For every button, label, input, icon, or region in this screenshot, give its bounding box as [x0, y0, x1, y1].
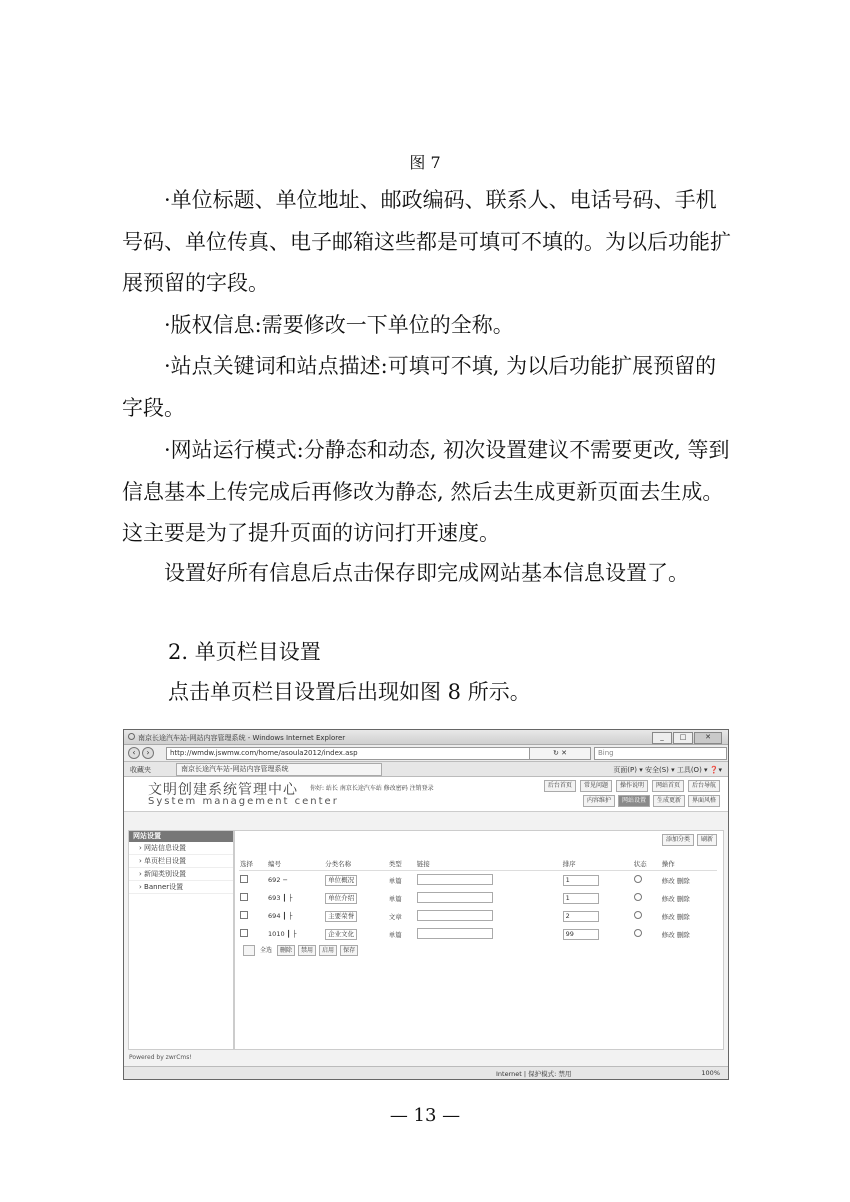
zoom-level[interactable]: 100% [701, 1069, 720, 1077]
col-ops: 操作 [661, 857, 717, 871]
row-checkbox[interactable] [240, 911, 248, 919]
top-btn-nav[interactable]: 后台导航 [688, 780, 720, 792]
col-type: 类型 [388, 857, 416, 871]
back-icon[interactable]: ‹ [128, 747, 140, 759]
refresh-stop-controls[interactable]: ↻ ✕ [529, 747, 591, 760]
col-name: 分类名称 [324, 857, 388, 871]
row-actions[interactable]: 修改 删除 [661, 930, 690, 939]
name-input[interactable]: 企业文化 [325, 929, 357, 940]
minimize-icon[interactable]: _ [652, 732, 672, 744]
figure-caption: 图 7 [409, 153, 441, 172]
row-checkbox[interactable] [240, 929, 248, 937]
category-table [239, 857, 717, 943]
status-icon[interactable] [634, 929, 642, 937]
delete-button[interactable]: 删除 [277, 945, 295, 956]
row-actions[interactable]: 修改 删除 [661, 876, 690, 885]
order-input[interactable]: 1 [563, 893, 599, 904]
table-row: 694 ┃ ├ 主要荣誉 文章 2 修改 删除 [239, 907, 717, 925]
app-brand: 文明创建系统管理中心 [148, 782, 298, 798]
link-input[interactable] [417, 910, 493, 921]
window-titlebar [124, 730, 728, 745]
save-button[interactable]: 保存 [340, 945, 358, 956]
sidebar [128, 830, 234, 1061]
paragraph-save: 设置好所有信息后点击保存即完成网站基本信息设置了。 [164, 561, 689, 585]
sidebar-item-site-info[interactable]: › 网站信息设置 [129, 842, 233, 855]
col-id: 编号 [267, 857, 324, 871]
panel-actions [662, 834, 717, 846]
row-checkbox[interactable] [240, 893, 248, 901]
top-btn-faq[interactable]: 常见问题 [580, 780, 612, 792]
name-input[interactable]: 单位概况 [325, 875, 357, 886]
table-header [239, 857, 717, 871]
table-row: 1010 ┃ ├ 企业文化 单篇 99 修改 删除 [239, 925, 717, 943]
col-link: 链接 [416, 857, 562, 871]
main-panel [234, 830, 724, 1050]
table-row: 693 ┃ ├ 单位介绍 单篇 1 修改 删除 [239, 889, 717, 907]
ie-icon [128, 733, 135, 740]
user-info: 你好: 站长 南京长途汽车站 修改密码 注销登录 [310, 785, 434, 792]
tab-style[interactable]: 界面风格 [688, 795, 720, 807]
col-order: 排序 [562, 857, 633, 871]
sidebar-header: 网站设置 [129, 831, 233, 842]
top-nav [544, 780, 720, 792]
order-input[interactable]: 99 [563, 929, 599, 940]
name-input[interactable]: 单位介绍 [325, 893, 357, 904]
row-checkbox[interactable] [240, 875, 248, 883]
top-btn-guide[interactable]: 操作说明 [616, 780, 648, 792]
top-btn-home[interactable]: 后台首页 [544, 780, 576, 792]
table-row: 692 − 单位概况 单篇 1 修改 删除 [239, 871, 717, 890]
window-title: 南京长途汽车站-网站内容管理系统 - Windows Internet Explorer [138, 734, 346, 742]
tab-generate[interactable]: 生成更新 [653, 795, 685, 807]
ie-toolbar[interactable]: 页面(P) ▾ 安全(S) ▾ 工具(O) ▾ ❓▾ [613, 766, 722, 774]
address-bar [124, 745, 728, 762]
app-header [124, 777, 728, 812]
paragraph-copyright: ·版权信息:需要修改一下单位的全称。 [164, 313, 514, 337]
figure-8-screenshot [123, 729, 729, 1080]
sub-nav [583, 795, 720, 807]
link-input[interactable] [417, 892, 493, 903]
favorites-bar [124, 762, 728, 777]
link-input[interactable] [417, 928, 493, 939]
link-input[interactable] [417, 874, 493, 885]
add-category-button[interactable]: 添加分类 [662, 834, 694, 846]
col-select: 选择 [239, 857, 267, 871]
status-icon[interactable] [634, 875, 642, 883]
order-input[interactable]: 1 [563, 875, 599, 886]
paragraph-unit-fields: ·单位标题、单位地址、邮政编码、联系人、电话号码、手机号码、单位传真、电子邮箱这些都是可填可不填的。为以后功能扩展预留的字段。 [122, 188, 731, 295]
paragraph-keywords: ·站点关键词和站点描述:可填可不填, 为以后功能扩展预留的字段。 [122, 354, 717, 420]
top-btn-site[interactable]: 网站首页 [652, 780, 684, 792]
name-input[interactable]: 主要荣誉 [325, 911, 357, 922]
maximize-icon[interactable]: □ [673, 732, 693, 744]
page-number: — 13 — [389, 1105, 461, 1126]
powered-by: Powered by zwrCms! [129, 1054, 192, 1061]
status-icon[interactable] [634, 893, 642, 901]
tab-content[interactable]: 内容维护 [583, 795, 615, 807]
window-controls [652, 732, 722, 744]
app-brand-en: System management center [148, 796, 339, 807]
forward-icon[interactable]: › [142, 747, 154, 759]
section-text: 点击单页栏目设置后出现如图 8 所示。 [168, 680, 531, 704]
paragraph-run-mode: ·网站运行模式:分静态和动态, 初次设置建议不需要更改, 等到信息基本上传完成后再修改为静态, 然后去生成更新页面去生成。这主要是为了提升页面的访问打开速度。 [122, 438, 730, 545]
enable-button[interactable]: 启用 [319, 945, 337, 956]
sidebar-item-news-category[interactable]: › 新闻类别设置 [129, 868, 233, 881]
refresh-button[interactable]: 刷新 [697, 834, 717, 846]
disable-button[interactable]: 禁用 [298, 945, 316, 956]
search-input[interactable]: Bing [594, 747, 727, 760]
row-actions[interactable]: 修改 删除 [661, 894, 690, 903]
sidebar-item-banner[interactable]: › Banner设置 [129, 881, 233, 894]
select-all-label[interactable]: 全选 [260, 947, 273, 954]
select-all-checkbox[interactable] [243, 945, 255, 956]
sidebar-item-single-page[interactable]: › 单页栏目设置 [129, 855, 233, 868]
status-icon[interactable] [634, 911, 642, 919]
order-input[interactable]: 2 [563, 911, 599, 922]
zone-status: Internet | 保护模式: 禁用 [496, 1070, 572, 1078]
url-field[interactable]: http://wmdw.jswmw.com/home/asoula2012/index.asp [166, 747, 531, 760]
col-status: 状态 [633, 857, 661, 871]
favorites-button[interactable]: 收藏夹 [130, 766, 151, 774]
browser-statusbar [124, 1066, 728, 1079]
bulk-actions [243, 945, 358, 956]
row-actions[interactable]: 修改 删除 [661, 912, 690, 921]
tab-site-settings[interactable]: 网站设置 [618, 795, 650, 807]
browser-tab[interactable]: 南京长途汽车站-网站内容管理系统 [176, 763, 382, 776]
close-icon[interactable]: ✕ [694, 732, 722, 744]
section-heading: 2. 单页栏目设置 [168, 640, 321, 664]
